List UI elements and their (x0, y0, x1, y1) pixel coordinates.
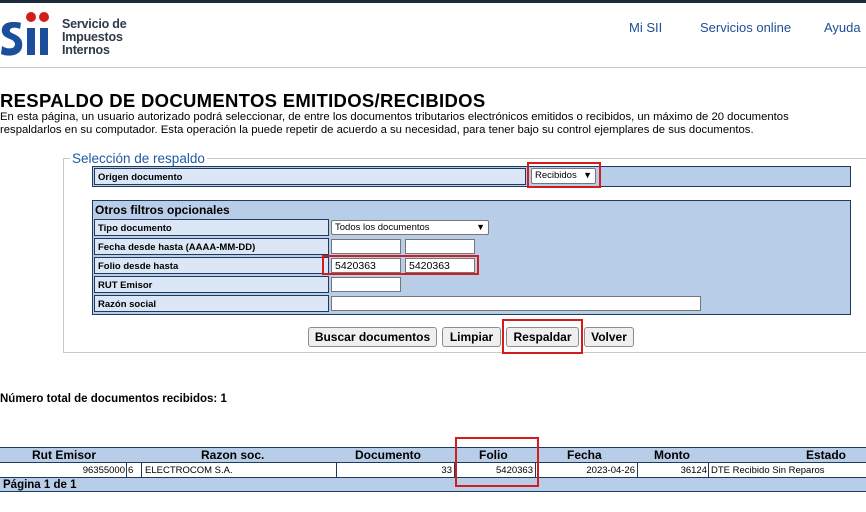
pagination-text: Página 1 de 1 (0, 477, 866, 492)
selection-legend: Selección de respaldo (72, 151, 205, 166)
origin-label: Origen documento (94, 168, 526, 185)
tipo-documento-select[interactable] (331, 220, 489, 235)
tipo-documento-value: Todos los documentos (335, 222, 430, 233)
column-estado[interactable]: Estado (806, 448, 847, 462)
column-rut-emisor[interactable]: Rut Emisor (32, 448, 97, 462)
intro-line-1: En esta página, un usuario autorizado podrá seleccionar, de entre los documentos tributarios electrónicos emitidos o recibidos, un máximo de 20 documentos (0, 111, 789, 123)
cell-dv: 6 (128, 465, 134, 476)
sii-logo-icon (0, 10, 56, 58)
cell-documento: 33 (441, 465, 452, 476)
results-table-header (0, 447, 866, 462)
column-documento[interactable]: Documento (355, 448, 421, 462)
cell-monto: 36124 (680, 465, 707, 476)
rut-emisor-label: RUT Emisor (94, 276, 329, 293)
respaldar-button[interactable]: Respaldar (506, 327, 579, 347)
logo-line-1: Servicio de (62, 17, 127, 31)
total-documents-text: Número total de documentos recibidos: 1 (0, 393, 227, 405)
column-razon-soc[interactable]: Razon soc. (201, 448, 265, 462)
intro-line-2: respaldarlos en su computador. Esta operación la puede repetir de acuerdo a su necesidad, para tener bajo su control ejemplares de sus documentos. (0, 124, 754, 136)
cell-divider (141, 462, 142, 477)
volver-button[interactable]: Volver (584, 327, 634, 347)
column-monto[interactable]: Monto (654, 448, 690, 462)
fecha-hasta-input[interactable] (405, 239, 475, 254)
chevron-down-icon: ▼ (583, 170, 592, 180)
origin-select-value: Recibidos (535, 170, 577, 181)
razon-social-input[interactable] (331, 296, 701, 311)
chevron-down-icon: ▼ (476, 222, 485, 232)
cell-divider (126, 462, 127, 477)
logo-line-2: Impuestos (62, 30, 123, 44)
page-title: RESPALDO DE DOCUMENTOS EMITIDOS/RECIBIDOS (0, 90, 486, 111)
nav-mi-sii[interactable]: Mi SII (629, 20, 663, 35)
logo-text (62, 18, 127, 57)
buscar-documentos-button[interactable]: Buscar documentos (308, 327, 437, 347)
folio-desde-input[interactable]: 5420363 (331, 258, 401, 273)
top-border (0, 0, 866, 3)
folio-label: Folio desde hasta (94, 257, 329, 274)
fecha-label: Fecha desde hasta (AAAA-MM-DD) (94, 238, 329, 255)
razon-social-label: Razón social (94, 295, 329, 312)
intro-text (0, 111, 866, 137)
cell-estado: DTE Recibido Sin Reparos (711, 465, 825, 476)
tipo-documento-label: Tipo documento (94, 219, 329, 236)
cell-folio: 5420363 (496, 465, 533, 476)
nav-servicios-online[interactable]: Servicios online (700, 20, 792, 35)
rut-emisor-input[interactable] (331, 277, 401, 292)
fecha-desde-input[interactable] (331, 239, 401, 254)
filters-title: Otros filtros opcionales (95, 203, 230, 217)
column-folio[interactable]: Folio (479, 448, 508, 462)
nav-ayuda[interactable]: Ayuda (824, 20, 861, 35)
limpiar-button[interactable]: Limpiar (442, 327, 501, 347)
origin-select[interactable] (531, 168, 596, 184)
cell-divider (708, 462, 709, 477)
cell-fecha: 2023-04-26 (586, 465, 635, 476)
logo-line-3: Internos (62, 43, 110, 57)
column-fecha[interactable]: Fecha (567, 448, 602, 462)
sii-logo[interactable] (0, 10, 130, 60)
cell-rut: 96355000 (82, 465, 125, 476)
header-divider (0, 67, 866, 68)
cell-razon-social: ELECTROCOM S.A. (145, 465, 233, 476)
folio-hasta-input[interactable]: 5420363 (405, 258, 475, 273)
